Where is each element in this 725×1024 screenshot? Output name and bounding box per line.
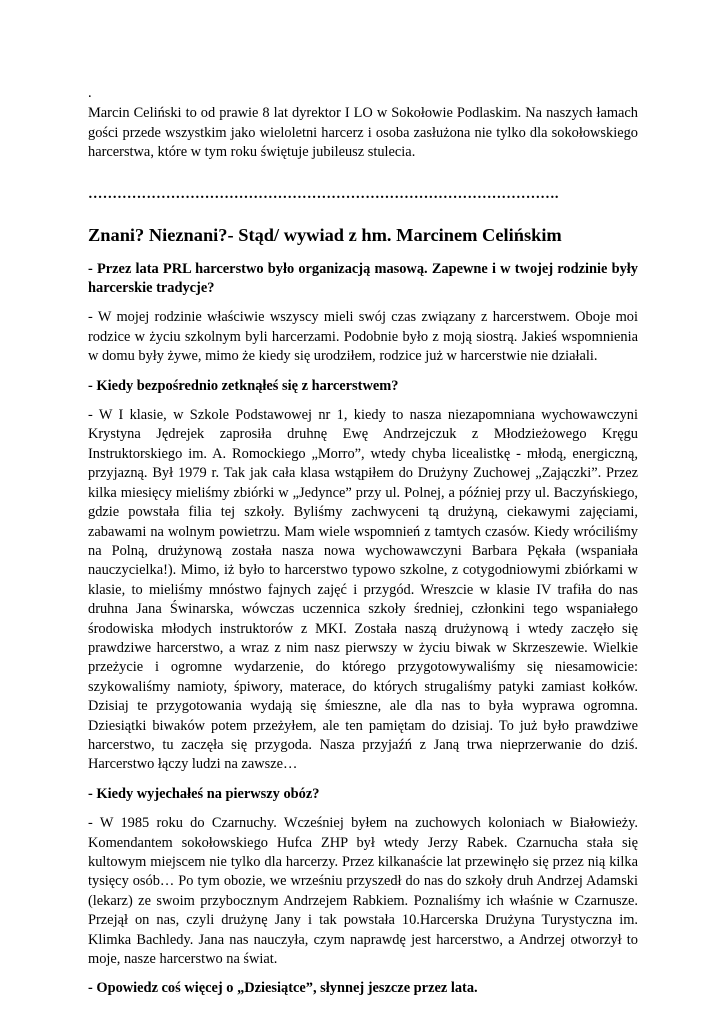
- article-title: Znani? Nieznani?- Stąd/ wywiad z hm. Marcinem Celińskim: [88, 224, 562, 245]
- intro-paragraph: Marcin Celiński to od prawie 8 lat dyrektor I LO w Sokołowie Podlaskim. Na naszych łamach gości przede wszystkim jako wieloletni harcerz i osoba zasłużona nie tylko dla sokołowskiego harcerstwa, które w tym roku świętuje jubileusz stulecia.: [88, 105, 638, 161]
- question-3: - Kiedy wyjechałeś na pierwszy obóz?: [88, 785, 320, 802]
- answer-1: - W mojej rodzinie właściwie wszyscy mieli swój czas związany z harcerstwem. Oboje moi rodzice w życiu szkolnym byli harcerzami. Podobnie było z moją siostrą. Jakieś wspomnienia w domu były żywe, mimo że kiedy się urodziłem, rodzice już w harcerstwie nie działali.: [88, 309, 638, 365]
- question-4: - Opowiedz coś więcej o „Dziesiątce”, słynnej jeszcze przez lata.: [88, 980, 478, 997]
- separator-line: …………………………………………………………………………………….: [88, 185, 559, 202]
- answer-3: - W 1985 roku do Czarnuchy. Wcześniej byłem na zuchowych koloniach w Białowieży. Komendantem sokołowskiego Hufca ZHP był wtedy Jerzy Rabek. Czarnucha stała się kultowym miejscem nie tylko dla harcerzy. Przez kilkanaście lat przewinęło się przez nią kilka tysięcy osób… Po tym obozie, we wrześniu przyszedł do nas do szkoły druh Andrzej Adamski (lekarz) ze swoim przybocznym Andrzejem Rabkiem. Poznaliśmy ich właśnie w Czarnusze. Przejął on nas, czyli drużynę Jany i tak powstała 10.Harcerska Drużyna Turystyczna im. Klimka Bachledy. Jana nas nauczyła, czym naprawdę jest harcerstwo, a Andrzej otworzył to moje, nasze harcerstwo na świat.: [88, 815, 638, 968]
- document-page: [88, 84, 638, 999]
- answer-2: - W I klasie, w Szkole Podstawowej nr 1, kiedy to nasza niezapomniana wychowawczyni Krystyna Jędrejek zaprosiła druhnę Ewę Andrzejczuk z Młodzieżowego Kręgu Instruktorskiego im. A. Romockiego „Morro”, wtedy chyba licealistkę - młodą, energiczną, przyjazną. Był 1979 r. Tak jak cała klasa wstąpiłem do Drużyny Zuchowej „Zajączki”. Przez kilka miesięcy mieliśmy zbiórki w „Jedynce” przy ul. Polnej, a później przy ul. Baczyńskiego, gdzie powstała filia tej szkoły. Byliśmy zachwyceni tą drużyną, ciekawymi zajęciami, zabawami na wolnym powietrzu. Mam wiele wspomnień z tamtych czasów. Kiedy wróciliśmy na Polną, drużynową została nasza nowa wychowawczyni Barbara Pękała (wspaniała nauczycielka!). Mimo, iż było to harcerstwo typowo szkolne, z cotygodniowymi zbiórkami w klasie, to mieliśmy mnóstwo fajnych zajęć i przygód. Wreszcie w klasie IV trafiła do nas druhna Jana Świnarska, wówczas uczennica szkoły średniej, członkini tego wspaniałego środowiska młodych instruktorów z MKI. Została naszą drużynową i wtedy zaczęło się prawdziwe harcerstwo, a wraz z nim nasz pierwszy w życiu biwak w Skrzeszewie. Wielkie przeżycie i ogromne wydarzenie, do którego przygotowywaliśmy się niesamowicie: szykowaliśmy namioty, śpiwory, materace, do których strugaliśmy patyki zamiast kołków. Dzisiaj te przygotowania wydają się śmieszne, ale dla nas to była wyprawa ogromna. Dziesiątki biwaków potem przeżyłem, ale ten pamiętam do dzisiaj. To już było prawdziwe harcerstwo, tu zaczęła się przygoda. Nasza przyjaźń z Janą trwa nieprzerwanie do dziś. Harcerstwo łączy ludzi na zawsze…: [88, 407, 638, 773]
- question-2: - Kiedy bezpośrednio zetknąłeś się z harcerstwem?: [88, 377, 399, 394]
- question-1: - Przez lata PRL harcerstwo było organizacją masową. Zapewne i w twojej rodzinie były harcerskie tradycje?: [88, 260, 638, 297]
- stray-mark: .: [88, 85, 92, 101]
